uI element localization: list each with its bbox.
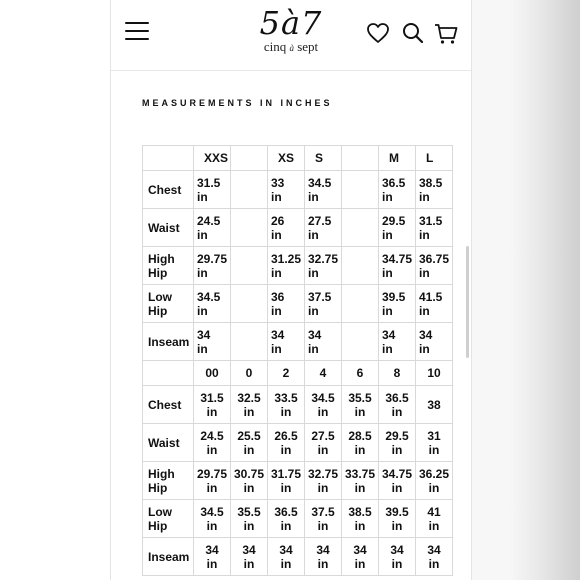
measurement-value-cell [194,323,231,361]
measurement-value: 32.5 [237,390,261,405]
measurement-value-cell [305,323,342,361]
measurement-unit: in [419,341,430,356]
measurement-unit: in [317,518,329,533]
measurement-value-cell [268,386,305,424]
measurement-value-cell [194,500,231,538]
measurement-value: 39.5 [385,504,409,519]
table-row [143,171,453,209]
measurement-value-cell [416,500,453,538]
table-row [143,386,453,424]
size-header-cell [305,146,342,171]
measurement-value-cell [416,462,453,500]
measurement-unit: in [391,404,403,419]
measurement-unit: in [354,556,366,571]
measurement-value: 37.5 [311,504,335,519]
measurement-value-cell [231,209,268,247]
measurement-label-line: Hip [148,480,168,495]
measurement-value: 35.5 [237,504,261,519]
measurement-label [143,538,194,576]
measurement-unit: in [354,404,366,419]
measurement-value: 34.5 [311,390,335,405]
measurement-value-cell [379,538,416,576]
measurement-unit: in [271,265,282,280]
measurement-value-cell [305,209,342,247]
measurement-label-line: Low [148,504,172,519]
left-background [0,0,110,580]
measurement-value-cell [379,323,416,361]
measurement-unit: in [243,480,255,495]
size-header-label: 00 [205,366,219,380]
measurement-value-cell [379,424,416,462]
measurement-value-cell [342,247,379,285]
measurement-value: 27.5 [308,213,332,228]
size-header-label: 10 [427,366,441,380]
measurement-value: 35.5 [348,390,372,405]
measurement-value: 34 [271,327,285,342]
measurement-unit: in [197,227,208,242]
logo-mark: 5à7 [259,4,323,42]
measurement-value: 32.75 [308,251,339,266]
size-header-label: S [315,151,324,165]
table-row [143,462,453,500]
measurement-unit: in [243,404,255,419]
size-header-cell [379,146,416,171]
measurement-label [143,500,194,538]
measurement-value-cell [231,323,268,361]
measurement-value-cell [379,462,416,500]
measurement-value: 29.75 [197,251,228,266]
measurement-unit: in [280,404,292,419]
measurement-value-cell [342,171,379,209]
measurement-value-cell [231,424,268,462]
measurement-label-line: Hip [148,265,168,280]
measurement-value-cell [416,538,453,576]
measurement-value: 34.75 [381,466,413,481]
measurement-value: 27.5 [311,428,335,443]
measurement-label-line: High [148,251,175,266]
right-shadow [510,0,580,580]
product-page [110,0,472,580]
measurement-unit: in [206,480,218,495]
measurement-value: 38.5 [419,175,443,190]
measurement-value-cell [416,424,453,462]
measurement-value: 38.5 [348,504,372,519]
measurement-value: 33 [271,175,285,190]
measurement-value-cell [379,386,416,424]
measurement-value-cell [305,424,342,462]
measurement-value-cell [342,209,379,247]
measurement-value: 36.25 [418,466,450,481]
measurement-unit: in [354,442,366,457]
letter_table-header-row [143,146,453,171]
measurement-unit: in [354,480,366,495]
brand-logo[interactable] [231,6,351,55]
cart-icon[interactable] [433,20,459,46]
site-header [111,0,471,71]
measurement-unit: in [428,442,440,457]
measurement-unit: in [317,442,329,457]
measurement-value-cell [342,285,379,323]
hamburger-menu-icon[interactable] [125,22,149,44]
measurement-value: 31.25 [271,251,302,266]
measurement-unit: in [280,556,292,571]
measurement-value: 36.5 [274,504,298,519]
measurement-unit: in [308,303,319,318]
measurement-value: 34.5 [200,504,224,519]
size-header-label: XS [278,151,295,165]
measurement-value: 41.5 [419,289,443,304]
measurement-unit: in [391,442,403,457]
measurement-value: 32.75 [307,466,339,481]
measurement-label-text: Inseam [148,334,190,349]
measurement-value: 34 [419,327,433,342]
measurement-label [143,285,194,323]
measurement-unit: in [354,518,366,533]
measurement-unit: in [243,442,255,457]
size-header-label: 6 [356,366,364,380]
measurement-label [143,323,194,361]
measurement-unit: in [317,480,329,495]
measurement-unit: in [271,341,282,356]
measurement-unit: in [317,404,329,419]
size-header-label: 0 [245,366,253,380]
measurement-value: 34 [242,542,256,557]
measurement-value: 41 [427,504,441,519]
size-header-label: M [389,151,399,165]
measurement-unit: in [308,227,319,242]
measurement-value: 39.5 [382,289,406,304]
measurement-unit: in [308,341,319,356]
measurement-unit: in [382,341,393,356]
measurement-value: 24.5 [200,428,224,443]
measurement-value: 34 [308,327,322,342]
table-row [143,500,453,538]
measurement-label-line: Low [148,289,172,304]
measurement-value: 34.5 [308,175,332,190]
measurement-value-cell [194,209,231,247]
measurement-value-cell [342,538,379,576]
measurement-unit: in [382,189,393,204]
measurement-value-cell [305,247,342,285]
measurement-value: 31 [427,428,441,443]
corner-cell [143,146,194,171]
logo-word-small: à [289,43,294,53]
measurement-value-cell [231,247,268,285]
measurement-value-cell [342,462,379,500]
table-row [143,247,453,285]
measurement-unit: in [206,404,218,419]
number_table-header-row [143,361,453,386]
size-header-cell [416,146,453,171]
measurement-unit: in [243,556,255,571]
measurement-label-line: Hip [148,518,168,533]
measurement-unit: in [419,227,430,242]
measurement-value-cell [379,500,416,538]
measurement-value-cell [268,424,305,462]
measurement-label-line: Hip [148,303,168,318]
measurement-unit: in [419,303,430,318]
size-header-cell [194,361,231,386]
measurement-unit: in [391,518,403,533]
size-header-cell [231,361,268,386]
measurement-label-text: Waist [148,220,180,235]
measurement-value-cell [194,462,231,500]
measurement-value-cell [231,500,268,538]
measurement-value: 25.5 [237,428,261,443]
measurement-value-cell [268,500,305,538]
measurement-value: 31.5 [197,175,221,190]
measurement-unit: in [206,442,218,457]
measurement-unit: in [317,556,329,571]
measurement-value-cell [268,462,305,500]
measurement-unit: in [280,518,292,533]
measurement-value-cell [305,538,342,576]
measurement-value-cell [342,386,379,424]
measurement-unit: in [206,556,218,571]
measurement-unit: in [428,480,440,495]
measurement-value-cell [416,171,453,209]
measurement-value: 36.75 [419,251,450,266]
measurement-value: 31.5 [419,213,443,228]
measurement-unit: in [382,265,393,280]
size-header-label: XXS [204,151,229,165]
search-icon[interactable] [400,20,426,46]
measurement-value: 29.5 [382,213,406,228]
measurement-value: 36.5 [382,175,406,190]
measurement-value-cell [379,247,416,285]
measurement-unit: in [197,303,208,318]
table-row [143,285,453,323]
right-background [471,0,580,580]
measurement-value-cell [231,386,268,424]
size-header-cell [268,146,305,171]
measurement-value: 34 [205,542,219,557]
measurement-unit: in [382,227,393,242]
section-title: MEASUREMENTS IN INCHES [142,98,333,108]
measurement-value: 31.75 [270,466,302,481]
measurement-value-cell [305,462,342,500]
measurement-value-cell [416,247,453,285]
measurement-value: 28.5 [348,428,372,443]
measurement-value: 34.5 [197,289,221,304]
logo-wordmark [231,40,351,55]
measurement-value: 38 [427,397,441,412]
measurement-unit: in [271,227,282,242]
measurement-value-cell [416,209,453,247]
measurement-unit: in [428,556,440,571]
measurement-value: 37.5 [308,289,332,304]
size-header-label: 2 [282,366,290,380]
size-chart-table [142,145,453,576]
measurement-unit: in [391,480,403,495]
measurement-unit: in [197,341,208,356]
measurement-value: 34 [390,542,404,557]
logo-word-2: sept [297,39,319,54]
measurement-value-cell [342,424,379,462]
measurement-value: 34 [382,327,396,342]
measurement-unit: in [243,518,255,533]
measurement-value: 34 [353,542,367,557]
measurement-unit: in [419,189,430,204]
measurement-value: 34 [427,542,441,557]
measurement-value-cell [231,462,268,500]
measurement-value-cell [268,323,305,361]
measurement-value-cell [416,285,453,323]
measurement-value-cell [268,538,305,576]
measurement-label-line: High [148,466,175,481]
measurement-value-cell [268,209,305,247]
measurement-label-text: Chest [148,397,182,412]
measurement-value: 33.75 [344,466,376,481]
measurement-value: 29.5 [385,428,409,443]
measurement-value-cell [268,285,305,323]
measurement-unit: in [391,556,403,571]
measurement-label [143,171,194,209]
measurement-unit: in [280,442,292,457]
size-header-cell [416,361,453,386]
size-header-cell [305,361,342,386]
measurement-value: 36.5 [385,390,409,405]
measurement-value: 26.5 [274,428,298,443]
measurement-value-cell [416,323,453,361]
measurement-label [143,424,194,462]
size-header-label: L [426,151,434,165]
measurement-value-cell [231,538,268,576]
measurement-unit: in [419,265,430,280]
measurement-value-cell [194,538,231,576]
measurement-value-cell [305,386,342,424]
measurement-value: 36 [271,289,285,304]
measurement-unit: in [308,189,319,204]
measurement-value-cell [194,171,231,209]
measurement-value: 33.5 [274,390,298,405]
measurement-label [143,247,194,285]
measurement-value-cell [379,209,416,247]
measurement-label [143,462,194,500]
measurement-value-cell [194,424,231,462]
measurement-label-text: Chest [148,182,182,197]
measurement-unit: in [308,265,319,280]
measurement-value-cell [194,285,231,323]
measurement-value-cell [305,500,342,538]
measurement-value-cell [379,171,416,209]
measurement-unit: in [197,189,208,204]
size-header-label: 4 [319,366,327,380]
measurement-value: 34 [316,542,330,557]
measurement-value-cell [231,171,268,209]
measurement-value-cell [268,171,305,209]
measurement-unit: in [382,303,393,318]
measurement-value: 31.5 [200,390,224,405]
measurement-value-cell [379,285,416,323]
size-header-cell [342,146,379,171]
size-header-cell [231,146,268,171]
size-header-cell [268,361,305,386]
measurement-unit: in [271,303,282,318]
measurement-value-cell [342,323,379,361]
measurement-value: 30.75 [233,466,265,481]
measurement-value: 26 [271,213,285,228]
measurement-value: 29.75 [196,466,228,481]
corner-cell [143,361,194,386]
table-row [143,209,453,247]
measurement-unit: in [428,518,440,533]
measurement-unit: in [271,189,282,204]
measurement-label [143,209,194,247]
size-header-cell [342,361,379,386]
scrollbar-thumb[interactable] [466,246,469,358]
measurement-value-cell [194,386,231,424]
measurement-value-cell [194,247,231,285]
table-row [143,538,453,576]
table-row [143,424,453,462]
measurement-unit: in [280,480,292,495]
size-header-cell [194,146,231,171]
measurement-label-text: Inseam [148,549,190,564]
measurement-value-cell [268,247,305,285]
measurement-label [143,386,194,424]
measurement-unit: in [206,518,218,533]
heart-icon[interactable] [365,20,391,46]
size-header-label: 8 [393,366,401,380]
measurement-value-cell [416,386,453,424]
measurement-value: 34 [279,542,293,557]
measurement-unit: in [197,265,208,280]
measurement-value-cell [342,500,379,538]
table-row [143,323,453,361]
size-header-cell [379,361,416,386]
measurement-value: 34.75 [382,251,413,266]
logo-word-1: cinq [263,39,287,54]
measurement-value-cell [305,285,342,323]
measurement-value: 34 [197,327,211,342]
measurement-value-cell [305,171,342,209]
measurement-value-cell [231,285,268,323]
measurement-value: 24.5 [197,213,221,228]
measurement-label-text: Waist [148,435,180,450]
